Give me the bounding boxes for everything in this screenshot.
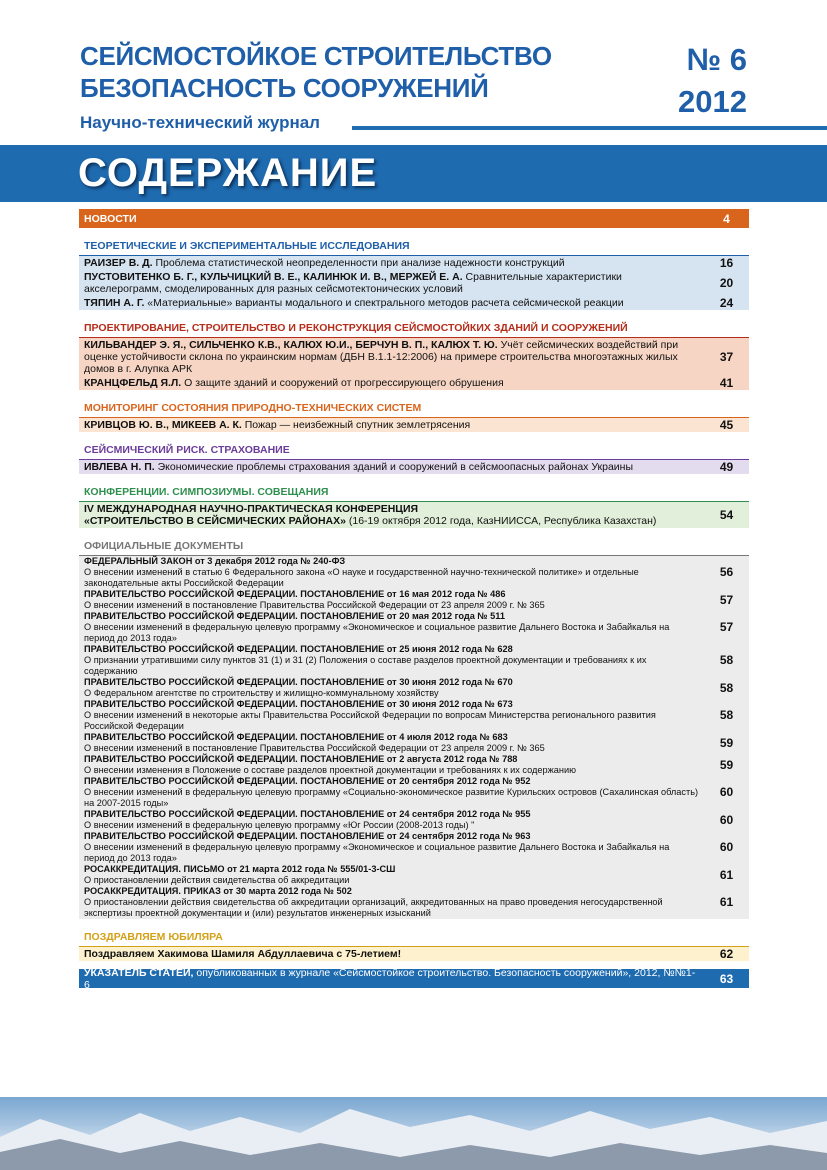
- document-head: РОСАККРЕДИТАЦИЯ. ПИСЬМО от 21 марта 2012 года № 555/01-3-СШ: [84, 864, 396, 874]
- toc-entry[interactable]: [79, 754, 749, 776]
- toc-entry[interactable]: [79, 556, 749, 589]
- entry-title: Учёт сейсмических воздействий при оценке устойчивости склона по украинским нормам (ДБН В.1.1-12:2006) на примере строительства многоэтажных жилых домов в г. Алупка АРК: [84, 339, 679, 375]
- document-body: О приостановлении действия свидетельства об аккредитации организаций, аккредитованных на право проведения негосударственной экспертизы проектной документации и (или) результатов инженерных изысканий: [84, 897, 663, 918]
- toc-page-number: 58: [719, 653, 734, 667]
- document-body: О внесении изменений в федеральную целевую программу «Социально-экономическое развитие Курильских островов (Сахалинская область) на 2007-2015 годы»: [84, 787, 699, 808]
- section-risk: [79, 460, 749, 474]
- document-body: О внесении изменений в постановление Правительства Российской Федерации от 23 апреля 2009 г. № 365: [84, 743, 545, 753]
- toc-page-number: 54: [719, 508, 734, 522]
- toc-page-number: 57: [719, 620, 734, 634]
- toc-entry[interactable]: [79, 677, 749, 699]
- toc-page-number: 61: [719, 867, 734, 882]
- toc-entry[interactable]: [79, 376, 749, 390]
- toc-page-number: 56: [719, 565, 734, 579]
- toc-entry[interactable]: [79, 886, 749, 919]
- issue-number: № 6: [686, 42, 747, 77]
- contents-banner: [0, 145, 827, 202]
- toc-news-row[interactable]: [79, 209, 749, 228]
- toc-page-number: 4: [723, 211, 730, 226]
- index-description: опубликованных в журнале «Сейсмостойкое строительство. Безопасность сооружений», 2012, №№1-6: [84, 966, 696, 991]
- section-heading-conferences: КОНФЕРЕНЦИИ. СИМПОЗИУМЫ. СОВЕЩАНИЯ: [79, 484, 749, 502]
- section-heading-official: ОФИЦИАЛЬНЫЕ ДОКУМЕНТЫ: [79, 538, 749, 556]
- toc-page-number: 41: [719, 376, 734, 390]
- section-monitoring: [79, 418, 749, 432]
- entry-title: Пожар — неизбежный спутник землетрясения: [241, 419, 471, 431]
- toc-entry[interactable]: [79, 589, 749, 611]
- toc-entry[interactable]: [79, 947, 749, 961]
- document-head: ПРАВИТЕЛЬСТВО РОССИЙСКОЙ ФЕДЕРАЦИИ. ПОСТАНОВЛЕНИЕ от 2 августа 2012 года № 788: [84, 754, 518, 764]
- toc-page-number: 24: [719, 296, 734, 310]
- entry-authors: ПУСТОВИТЕНКО Б. Г., КУЛЬЧИЦКИЙ В. Е., КАЛИНЮК И. В., МЕРЖЕЙ Е. А.: [84, 271, 463, 283]
- entry-title: О защите зданий и сооружений от прогрессирующего обрушения: [181, 377, 504, 389]
- entry-title: Проблема статистической неопределенности при анализе надежности конструкций: [152, 257, 565, 269]
- toc-page-number: 60: [719, 812, 734, 827]
- contents-title: СОДЕРЖАНИЕ: [78, 151, 378, 195]
- journal-title-line1: СЕЙСМОСТОЙКОЕ СТРОИТЕЛЬСТВО: [80, 41, 552, 71]
- toc-news-label: НОВОСТИ: [84, 212, 137, 225]
- toc-page-number: 60: [719, 785, 734, 799]
- document-body: О признании утратившими силу пунктов 31 (1) и 31 (2) Положения о составе разделов проектной документации и требованиях к их содержанию: [84, 655, 647, 676]
- conference-title: IV МЕЖДУНАРОДНАЯ НАУЧНО-ПРАКТИЧЕСКАЯ КОНФЕРЕНЦИЯ: [84, 503, 419, 515]
- toc-page-number: 20: [719, 276, 734, 290]
- entry-authors: КИЛЬВАНДЕР Э. Я., СИЛЬЧЕНКО К.В., КАЛЮХ Ю.И., БЕРЧУН В. П., КАЛЮХ Т. Ю.: [84, 339, 498, 351]
- toc-entry[interactable]: [79, 460, 749, 474]
- toc-page-number: 60: [719, 840, 734, 854]
- table-of-contents: [79, 209, 749, 991]
- toc-index-row[interactable]: [79, 966, 749, 991]
- section-design: [79, 338, 749, 390]
- section-theoretical: [79, 256, 749, 310]
- toc-entry[interactable]: [79, 776, 749, 809]
- document-head: РОСАККРЕДИТАЦИЯ. ПРИКАЗ от 30 марта 2012 года № 502: [84, 886, 352, 896]
- document-body: О внесении изменений в федеральную целевую программу «Экономическое и социальное развитие Дальнего Востока и Забайкалья на период до 2013 года»: [84, 622, 670, 643]
- section-heading-risk: СЕЙСМИЧЕСКИЙ РИСК. СТРАХОВАНИЕ: [79, 442, 749, 460]
- section-heading-theoretical: ТЕОРЕТИЧЕСКИЕ И ЭКСПЕРИМЕНТАЛЬНЫЕ ИССЛЕДОВАНИЯ: [79, 238, 749, 256]
- document-head: ПРАВИТЕЛЬСТВО РОССИЙСКОЙ ФЕДЕРАЦИИ. ПОСТАНОВЛЕНИЕ от 30 июня 2012 года № 670: [84, 677, 513, 687]
- document-body: О внесении изменений в федеральную целевую программу «Юг России (2008-2013 годы) ": [84, 820, 475, 830]
- journal-subtitle: Научно-технический журнал: [80, 113, 320, 132]
- document-head: ПРАВИТЕЛЬСТВО РОССИЙСКОЙ ФЕДЕРАЦИИ. ПОСТАНОВЛЕНИЕ от 24 сентября 2012 года № 963: [84, 831, 531, 841]
- document-head: ПРАВИТЕЛЬСТВО РОССИЙСКОЙ ФЕДЕРАЦИИ. ПОСТАНОВЛЕНИЕ от 20 сентября 2012 года № 952: [84, 776, 531, 786]
- mountain-illustration: [0, 1097, 827, 1170]
- document-body: О приостановлении действия свидетельства об аккредитации: [84, 875, 350, 885]
- toc-entry[interactable]: [79, 699, 749, 732]
- document-body: О внесении изменений в статью 6 Федерального закона «О науке и государственной научно-технической политике» и отдельные законодательные акты Российской Федерации: [84, 567, 639, 588]
- entry-authors: ИВЛЕВА Н. П.: [84, 461, 155, 473]
- entry-title: Сравнительные характеристики акселерограмм, смоделированных для разных сейсмотектонических условий: [84, 271, 622, 295]
- mountain-photo: [0, 1097, 827, 1170]
- toc-page-number: 37: [719, 350, 734, 364]
- congrats-text: Поздравляем Хакимова Шамиля Абдуллаевича с 75-летием!: [84, 948, 402, 960]
- toc-entry[interactable]: [79, 338, 749, 376]
- toc-page-number: 63: [719, 971, 734, 986]
- document-head: ПРАВИТЕЛЬСТВО РОССИЙСКОЙ ФЕДЕРАЦИИ. ПОСТАНОВЛЕНИЕ от 24 сентября 2012 года № 955: [84, 809, 531, 819]
- conference-details: (16-19 октября 2012 года, КазНИИССА, Республика Казахстан): [345, 515, 657, 527]
- toc-entry[interactable]: [79, 809, 749, 831]
- section-congrats: [79, 947, 749, 961]
- document-body: О внесении изменений в федеральную целевую программу «Экономическое и социальное развитие Дальнего Востока и Забайкалья на период до 2013 года»: [84, 842, 670, 863]
- toc-page-number: 59: [719, 735, 734, 750]
- toc-entry[interactable]: [79, 611, 749, 644]
- document-body: О внесении изменений в постановление Правительства Российской Федерации от 23 апреля 2009 г. № 365: [84, 600, 545, 610]
- toc-entry[interactable]: [79, 270, 749, 296]
- section-conferences: [79, 502, 749, 528]
- toc-entry[interactable]: [79, 296, 749, 310]
- journal-title-line2: БЕЗОПАСНОСТЬ СООРУЖЕНИЙ: [80, 73, 489, 103]
- toc-entry[interactable]: [79, 644, 749, 677]
- document-head: ПРАВИТЕЛЬСТВО РОССИЙСКОЙ ФЕДЕРАЦИИ. ПОСТАНОВЛЕНИЕ от 30 июня 2012 года № 673: [84, 699, 513, 709]
- subtitle-rule: [352, 126, 827, 130]
- entry-title: «Материальные» варианты модального и спектрального методов расчета сейсмической реакции: [144, 297, 624, 309]
- toc-page-number: 61: [719, 895, 734, 909]
- toc-entry[interactable]: [79, 732, 749, 754]
- toc-page-number: 45: [719, 418, 734, 432]
- toc-page-number: 58: [719, 680, 734, 695]
- section-heading-congrats: ПОЗДРАВЛЯЕМ ЮБИЛЯРА: [79, 929, 749, 947]
- document-head: ПРАВИТЕЛЬСТВО РОССИЙСКОЙ ФЕДЕРАЦИИ. ПОСТАНОВЛЕНИЕ от 4 июля 2012 года № 683: [84, 732, 508, 742]
- entry-authors: КРИВЦОВ Ю. В., МИКЕЕВ А. К.: [84, 419, 242, 431]
- toc-entry[interactable]: [79, 418, 749, 432]
- toc-page-number: 57: [719, 592, 734, 607]
- toc-page-number: 62: [719, 947, 734, 961]
- document-head: ПРАВИТЕЛЬСТВО РОССИЙСКОЙ ФЕДЕРАЦИИ. ПОСТАНОВЛЕНИЕ от 20 мая 2012 года № 511: [84, 611, 505, 621]
- entry-authors: КРАНЦФЕЛЬД Я.Л.: [84, 377, 182, 389]
- toc-page-number: 59: [719, 757, 734, 772]
- section-official: [79, 556, 749, 919]
- document-body: О внесении изменений в некоторые акты Правительства Российской Федерации по вопросам Министерства регионального развития Российской Федерации: [84, 710, 656, 731]
- index-label: УКАЗАТЕЛЬ СТАТЕЙ,: [84, 966, 194, 979]
- entry-authors: РАИЗЕР В. Д.: [84, 257, 153, 269]
- document-head: ПРАВИТЕЛЬСТВО РОССИЙСКОЙ ФЕДЕРАЦИИ. ПОСТАНОВЛЕНИЕ от 16 мая 2012 года № 486: [84, 589, 506, 599]
- toc-page-number: 16: [719, 256, 734, 270]
- document-body: О Федеральном агентстве по строительству и жилищно-коммунальному хозяйству: [84, 688, 439, 698]
- toc-entry[interactable]: [79, 864, 749, 886]
- entry-title: Экономические проблемы страхования зданий и сооружений в сейсмоопасных районах Украины: [154, 461, 634, 473]
- toc-entry[interactable]: [79, 502, 749, 528]
- toc-page-number: 58: [719, 708, 734, 722]
- toc-entry[interactable]: [79, 831, 749, 864]
- toc-entry[interactable]: [79, 256, 749, 270]
- conference-name: «СТРОИТЕЛЬСТВО В СЕЙСМИЧЕСКИХ РАЙОНАХ»: [84, 515, 346, 527]
- document-head: ПРАВИТЕЛЬСТВО РОССИЙСКОЙ ФЕДЕРАЦИИ. ПОСТАНОВЛЕНИЕ от 25 июня 2012 года № 628: [84, 644, 513, 654]
- document-head: ФЕДЕРАЛЬНЫЙ ЗАКОН от 3 декабря 2012 года № 240-ФЗ: [84, 556, 346, 566]
- section-heading-design: ПРОЕКТИРОВАНИЕ, СТРОИТЕЛЬСТВО И РЕКОНСТРУКЦИЯ СЕЙСМОСТОЙКИХ ЗДАНИЙ И СООРУЖЕНИЙ: [79, 320, 749, 338]
- issue-year: 2012: [678, 84, 747, 119]
- toc-page-number: 49: [719, 460, 734, 474]
- entry-authors: ТЯПИН А. Г.: [84, 297, 145, 309]
- document-body: О внесении изменения в Положение о составе разделов проектной документации и требованиях к их содержанию: [84, 765, 576, 775]
- section-heading-monitoring: МОНИТОРИНГ СОСТОЯНИЯ ПРИРОДНО-ТЕХНИЧЕСКИХ СИСТЕМ: [79, 400, 749, 418]
